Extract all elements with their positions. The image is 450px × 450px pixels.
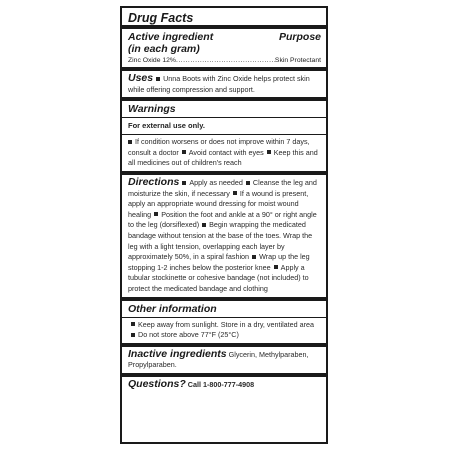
bullet-icon (131, 322, 135, 326)
other-item: Do not store above 77°F (25°C) (138, 330, 239, 340)
bullet-icon (154, 212, 158, 216)
warning-item: Avoid contact with eyes (188, 147, 264, 157)
questions-section (122, 373, 326, 393)
direction-item: Apply a tubular stockinette or cohesive bandage (not included) to protect the medicated bandage and clothing (128, 262, 309, 293)
active-ingredient-heading: Active ingredient (128, 31, 214, 43)
bullet-icon (246, 181, 250, 185)
direction-item: If a wound is present, apply an appropriate wound dressing for moist wound healing (128, 188, 309, 219)
other-divider (122, 317, 326, 318)
active-ingredient-name: Zinc Oxide 12% (128, 57, 176, 64)
warning-item: Keep this and all medicines out of children's reach (128, 147, 318, 168)
active-ingredient-purpose: Skin Protectant (274, 57, 321, 64)
other-information-heading: Other information (128, 302, 217, 315)
direction-item: Begin wrapping the medicated bandage without tension at the base of the toes. Wrap the leg with a light tension, overlapping each layer by approximately 50%, in a spiral fashion (128, 220, 313, 262)
direction-item: Position the foot and ankle at a 90° or right angle to the leg (dorsiflexed) (128, 209, 317, 230)
drug-facts-title: Drug Facts (128, 11, 194, 25)
direction-item: Wrap up the leg stopping 1-2 inches below the posterior knee (128, 252, 310, 272)
directions-section (122, 171, 326, 297)
warnings-divider (122, 117, 326, 118)
other-information-section (122, 297, 326, 343)
direction-item: Apply as needed (189, 177, 243, 187)
inactive-ingredients-section (122, 343, 326, 373)
questions-phone: Call 1-800-777-4908 (187, 379, 255, 389)
direction-item: Cleanse the leg and moisturize the skin, if necessary (128, 177, 317, 198)
inactive-ingredients-heading: Inactive ingredients (128, 347, 227, 360)
warnings-divider (122, 134, 326, 135)
bullet-icon (156, 77, 160, 81)
uses-section (122, 67, 326, 97)
purpose-heading: Purpose (278, 31, 321, 43)
warning-item: If condition worsens or does not improve within 7 days, consult a doctor (128, 137, 310, 157)
inactive-ingredients-text: Glycerin, Methylparaben, Propylparaben. (128, 349, 309, 370)
bullet-icon (202, 223, 206, 227)
warnings-section (122, 97, 326, 171)
warnings-list (128, 137, 321, 169)
external-use-warning: For external use only. (128, 121, 205, 131)
leader-dots (176, 56, 275, 65)
questions-heading: Questions? (128, 377, 186, 390)
bullet-icon (274, 265, 278, 269)
active-ingredient-section (122, 25, 326, 67)
bullet-icon (233, 191, 237, 195)
active-ingredient-subheading: (in each gram) (128, 43, 200, 55)
uses-heading: Uses (128, 72, 154, 84)
drug-facts-panel (120, 6, 328, 444)
bullet-icon (128, 140, 132, 144)
bullet-icon (182, 150, 186, 154)
uses-text: Unna Boots with Zinc Oxide helps protect skin while offering compression and support. (128, 74, 310, 94)
other-item: Keep away from sunlight. Store in a dry, ventilated area (138, 319, 315, 329)
bullet-icon (131, 333, 135, 337)
bullet-icon (182, 181, 186, 185)
bullet-icon (267, 150, 271, 154)
bullet-icon (252, 255, 256, 259)
directions-heading: Directions (128, 175, 180, 188)
warnings-heading: Warnings (128, 103, 176, 116)
